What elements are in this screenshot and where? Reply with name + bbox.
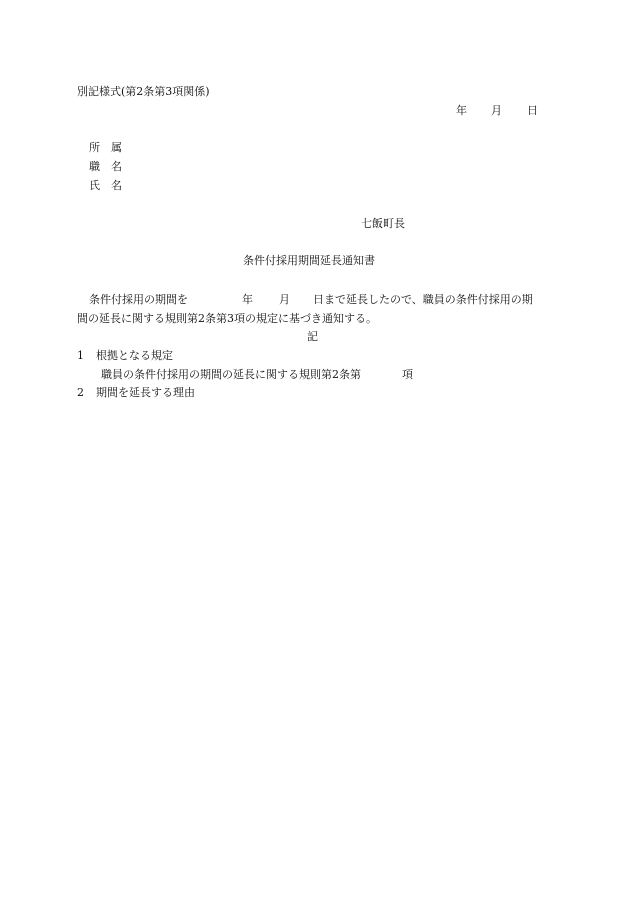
body-text-2: 日まで延長したので、職員の条件付採用の期 — [313, 293, 533, 306]
ki-marker: 記 — [307, 330, 318, 343]
position-label: 職 名 — [89, 160, 122, 173]
item-detail-1: 職員の条件付採用の期間の延長に関する規則第2条第 — [101, 368, 361, 381]
item-number: 2 — [77, 386, 84, 399]
body-text-1: 条件付採用の期間を — [89, 293, 188, 306]
item-number: 1 — [77, 349, 84, 362]
affiliation-label: 所 属 — [89, 141, 122, 154]
document-title: 条件付採用期間延長通知書 — [243, 254, 375, 267]
body-year-label: 年 — [242, 293, 253, 306]
item-heading: 期間を延長する理由 — [96, 386, 195, 399]
item-detail-2: 項 — [402, 368, 413, 381]
body-text-3: 間の延長に関する規則第2条第3項の規定に基づき通知する。 — [77, 312, 377, 325]
date-day-label: 日 — [527, 104, 538, 117]
date-year-label: 年 — [456, 104, 467, 117]
name-label: 氏 名 — [89, 179, 122, 192]
item-heading: 根拠となる規定 — [96, 349, 173, 362]
form-label: 別記様式(第2条第3項関係) — [77, 85, 210, 98]
body-month-label: 月 — [279, 293, 290, 306]
date-month-label: 月 — [491, 104, 502, 117]
issuer-name: 七飯町長 — [361, 217, 405, 230]
